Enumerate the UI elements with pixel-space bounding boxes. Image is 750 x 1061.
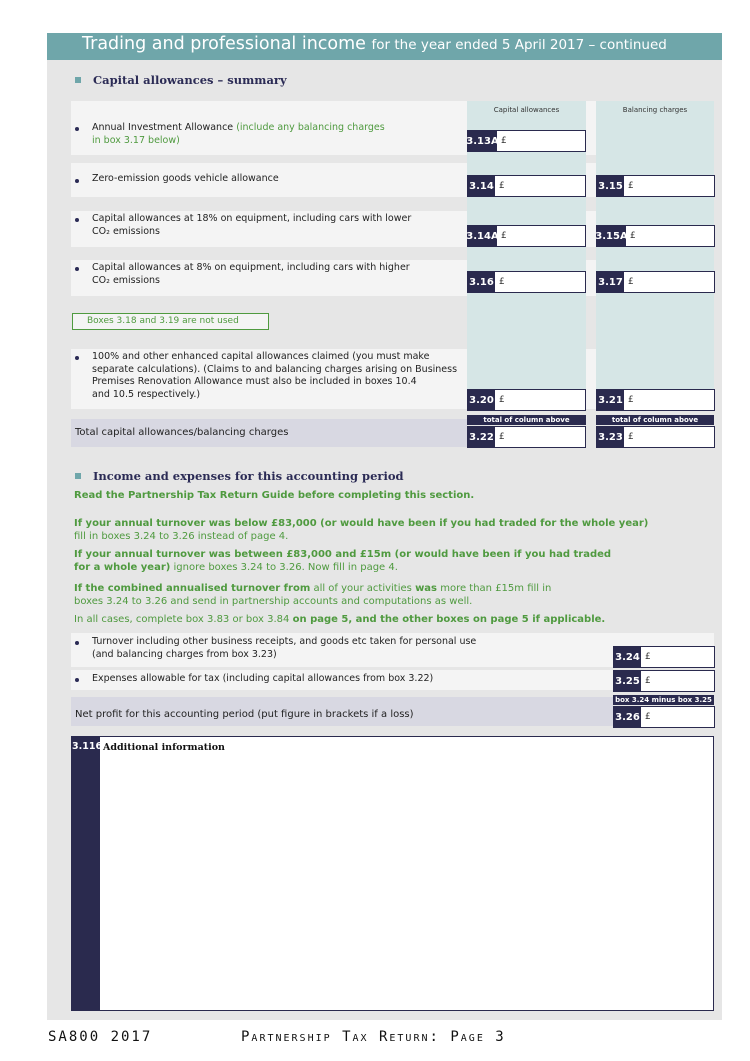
enhanced-allowances-label: 100% and other enhanced capital allowances claimed (you must make separate calculations). (Claims to and balancing charges arising on Business Premises Renovation Allowance must also be included in boxes 10.4 and 10.5 respectively.)	[92, 351, 458, 400]
box-3-21[interactable]: 3.21 £	[596, 389, 715, 411]
box-3-14[interactable]: 3.14 £	[467, 175, 586, 197]
bullet-icon	[75, 218, 79, 222]
box-3-13A[interactable]: 3.13A £	[467, 130, 586, 152]
bullet-icon	[75, 179, 79, 183]
additional-info-box-number: 3.116	[72, 741, 103, 752]
total-label: Total capital allowances/balancing charges	[75, 427, 289, 438]
income-expenses-heading: Income and expenses for this accounting period	[75, 469, 404, 483]
all-cases-note: In all cases, complete box 3.83 or box 3.84 on page 5, and the other boxes on page 5 if applicable.	[74, 614, 606, 625]
box-3-26[interactable]: 3.26 £	[613, 706, 715, 728]
box-3-17[interactable]: 3.17 £	[596, 271, 715, 293]
net-profit-label: Net profit for this accounting period (put figure in brackets if a loss)	[75, 709, 414, 720]
bullet-icon	[75, 641, 79, 645]
box-3-23[interactable]: 3.23 £	[596, 426, 715, 448]
page-header	[47, 33, 722, 60]
guide-note: Read the Partnership Tax Return Guide before completing this section.	[74, 490, 475, 501]
total-strip-2: total of column above	[596, 415, 714, 425]
bullet-icon	[75, 678, 79, 682]
column-header-capital-allowances: Capital allowances	[493, 106, 560, 114]
net-profit-strip: box 3.24 minus box 3.25	[613, 695, 714, 705]
expenses-label: Expenses allowable for tax (including capital allowances from box 3.22)	[92, 673, 434, 684]
additional-information-field[interactable]	[71, 736, 714, 1011]
box-3-15[interactable]: 3.15 £	[596, 175, 715, 197]
box-3-25[interactable]: 3.25 £	[613, 670, 715, 692]
additional-info-label: Additional information	[103, 742, 225, 753]
box-3-22[interactable]: 3.22 £	[467, 426, 586, 448]
capital-allowances-heading: Capital allowances – summary	[75, 73, 287, 87]
bullet-icon	[75, 127, 79, 131]
aia-label: Annual Investment Allowance (include any balancing charges in box 3.17 below)	[92, 122, 385, 146]
bullet-icon	[75, 267, 79, 271]
allowance-18pc-label: Capital allowances at 18% on equipment, including cars with lower CO₂ emissions	[92, 213, 412, 237]
zero-emission-label: Zero-emission goods vehicle allowance	[92, 173, 279, 184]
column-header-balancing-charges: Balancing charges	[622, 106, 688, 114]
box-3-20[interactable]: 3.20 £	[467, 389, 586, 411]
column-balancing-charges	[596, 101, 714, 409]
page-subtitle: for the year ended 5 April 2017 – continued	[371, 37, 667, 53]
turnover-between-note: If your annual turnover was between £83,000 and £15m (or would have been if you had traded for a whole year) ignore boxes 3.24 to 3.26. Now fill in page 4.	[74, 549, 612, 573]
turnover-combined-note: If the combined annualised turnover from all of your activities was more than £15m fill in boxes 3.24 to 3.26 and send in partnership accounts and computations as well.	[74, 583, 552, 607]
allowance-8pc-label: Capital allowances at 8% on equipment, including cars with higher CO₂ emissions	[92, 262, 410, 286]
box-3-14A[interactable]: 3.14A £	[467, 225, 586, 247]
bullet-icon	[75, 356, 79, 360]
square-bullet-icon	[75, 77, 81, 83]
box-3-16[interactable]: 3.16 £	[467, 271, 586, 293]
footer-form-code: SA800 2017	[48, 1029, 153, 1045]
total-strip-1: total of column above	[467, 415, 586, 425]
additional-info-sidebar	[72, 737, 103, 1010]
page-title: Trading and professional income	[82, 34, 366, 54]
boxes-not-used-note: Boxes 3.18 and 3.19 are not used	[72, 313, 269, 330]
footer-page-label: Partnership Tax Return: Page 3	[241, 1029, 506, 1045]
square-bullet-icon	[75, 473, 81, 479]
turnover-below-note: If your annual turnover was below £83,000 (or would have been if you had traded for the whole year) fill in boxes 3.24 to 3.26 instead of page 4.	[74, 518, 649, 542]
turnover-label: Turnover including other business receipts, and goods etc taken for personal use (and balancing charges from box 3.23)	[92, 636, 477, 660]
box-3-15A[interactable]: 3.15A £	[596, 225, 715, 247]
box-3-24[interactable]: 3.24 £	[613, 646, 715, 668]
